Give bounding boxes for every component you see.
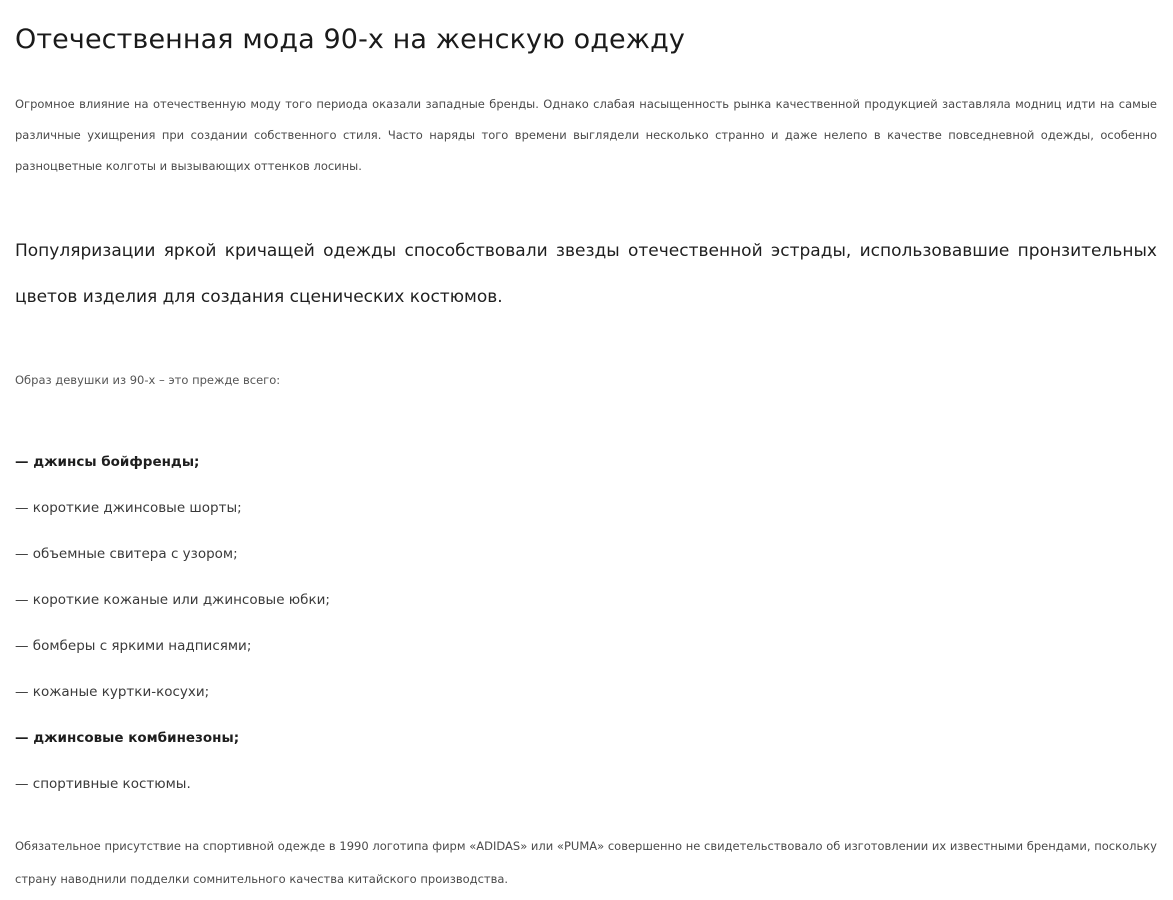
list-item: — кожаные куртки-косухи;	[15, 684, 210, 700]
list-item: — короткие джинсовые шорты;	[15, 500, 242, 516]
list-item: — короткие кожаные или джинсовые юбки;	[15, 592, 330, 608]
list-item: — джинсы бойфренды;	[15, 454, 200, 470]
lead-paragraph: Популяризации яркой кричащей одежды способствовали звезды отечественной эстрады, использовавшие пронзительных цветов изделия для создания сценических костюмов.	[15, 241, 1157, 307]
article-title: Отечественная мода 90-х на женскую одежду	[15, 24, 685, 55]
list-item: — спортивные костюмы.	[15, 776, 191, 792]
outro-paragraph: Обязательное присутствие на спортивной одежде в 1990 логотипа фирм «ADIDAS» или «PUMA» совершенно не свидетельствовало об изготовлении их известными брендами, поскольку страну наводнили подделки сомнительного качества китайского производства.	[15, 839, 1157, 886]
clothing-list	[15, 450, 330, 818]
list-intro: Образ девушки из 90-х – это прежде всего:	[15, 373, 281, 387]
list-item: — бомберы с яркими надписями;	[15, 638, 252, 654]
list-item: — объемные свитера с узором;	[15, 546, 238, 562]
intro-paragraph: Огромное влияние на отечественную моду того периода оказали западные бренды. Однако слабая насыщенность рынка качественной продукцией заставляла модниц идти на самые различные ухищрения при создании собственного стиля. Часто наряды того времени выглядели несколько странно и даже нелепо в качестве повседневной одежды, особенно разноцветные колготы и вызывающих оттенков лосины.	[15, 97, 1157, 173]
list-item: — джинсовые комбинезоны;	[15, 730, 240, 746]
